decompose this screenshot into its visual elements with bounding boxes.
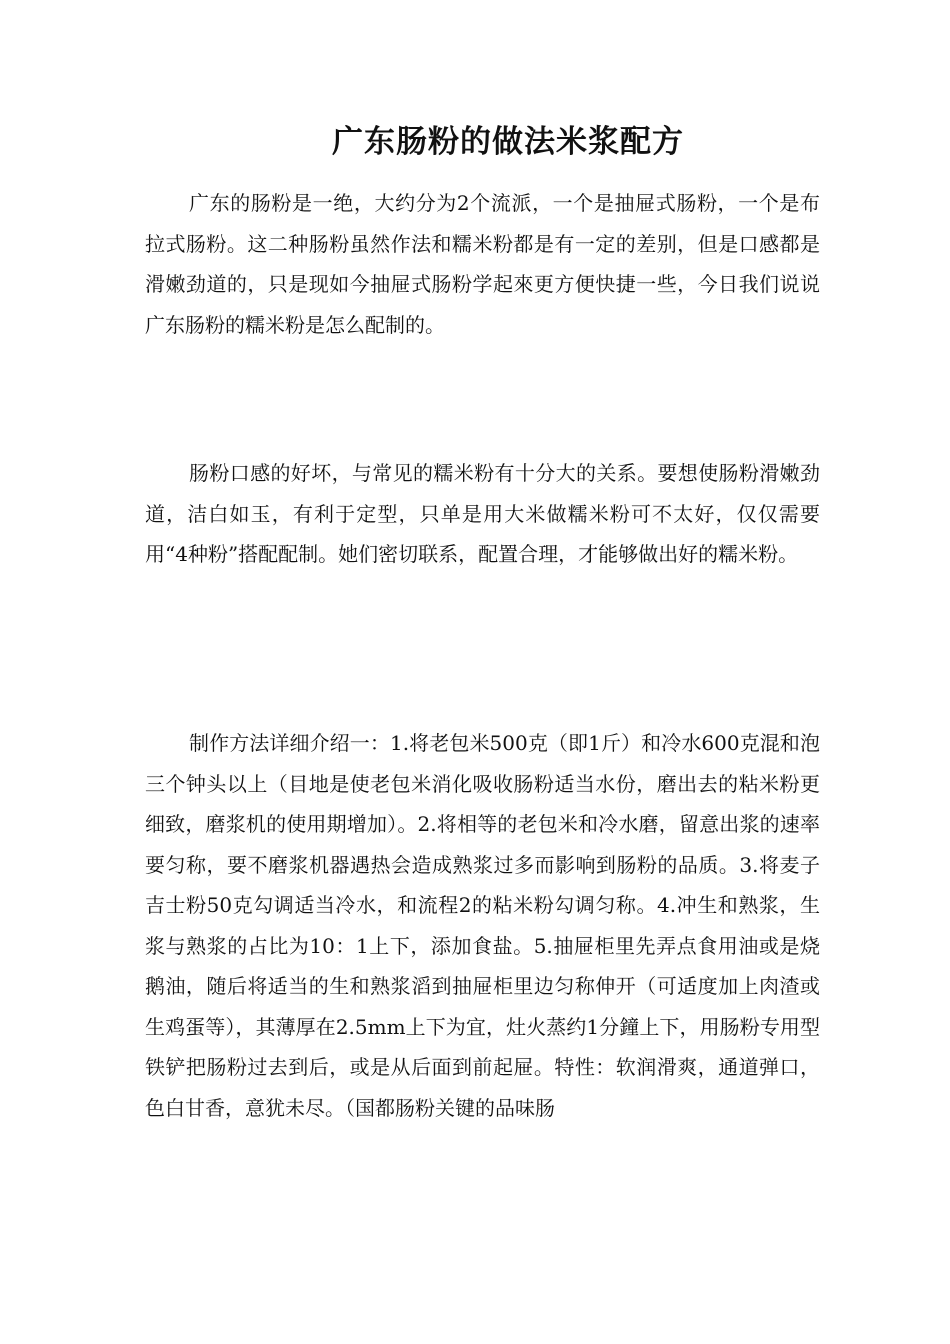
paragraph-intro: 广东的肠粉是一绝，大约分为2个流派，一个是抽屉式肠粉，一个是布拉式肠粉。这二种肠粉虽然作法和糯米粉都是有一定的差别，但是口感都是滑嫩劲道的，只是现如今抽屉式肠粉学起來更方便快捷一些，今日我们说说广东肠粉的糯米粉是怎么配制的。 — [145, 191, 820, 337]
paragraph-texture: 肠粉口感的好坏，与常见的糯米粉有十分大的关系。要想使肠粉滑嫩劲道，洁白如玉，有利于定型，只单是用大米做糯米粉可不太好，仅仅需要用“4种粉”搭配配制。她们密切联系，配置合理，才能够做出好的糯米粉。 — [145, 461, 820, 566]
paragraph-method: 制作方法详细介绍一：1.将老包米500克（即1斤）和冷水600克混和泡三个钟头以上（目地是使老包米消化吸收肠粉适当水份，磨出去的粘米粉更细致，磨浆机的使用期增加）。2.将相等的老包米和冷水磨，留意出浆的速率要匀称，要不磨浆机器遇热会造成熟浆过多而影响到肠粉的品质。3.将麦子吉士粉50克勾调适当冷水，和流程2的粘米粉勾调匀称。4.冲生和熟浆，生浆与熟浆的占比为10：1上下，添加食盐。5.抽屉柜里先弄点食用油或是烧鹅油，随后将适当的生和熟浆滔到抽屉柜里边匀称伸开（可适度加上肉渣或生鸡蛋等），其薄厚在2.5mm上下为宜，灶火蒸约1分鐘上下，用肠粉专用型铁铲把肠粉过去到后，或是从后面到前起屉。特性：软润滑爽，通道弹口，色白甘香，意犹未尽。（国都肠粉关键的品味肠 — [145, 731, 820, 1120]
document-title: 广东肠粉的做法米浆配方 — [332, 124, 684, 160]
